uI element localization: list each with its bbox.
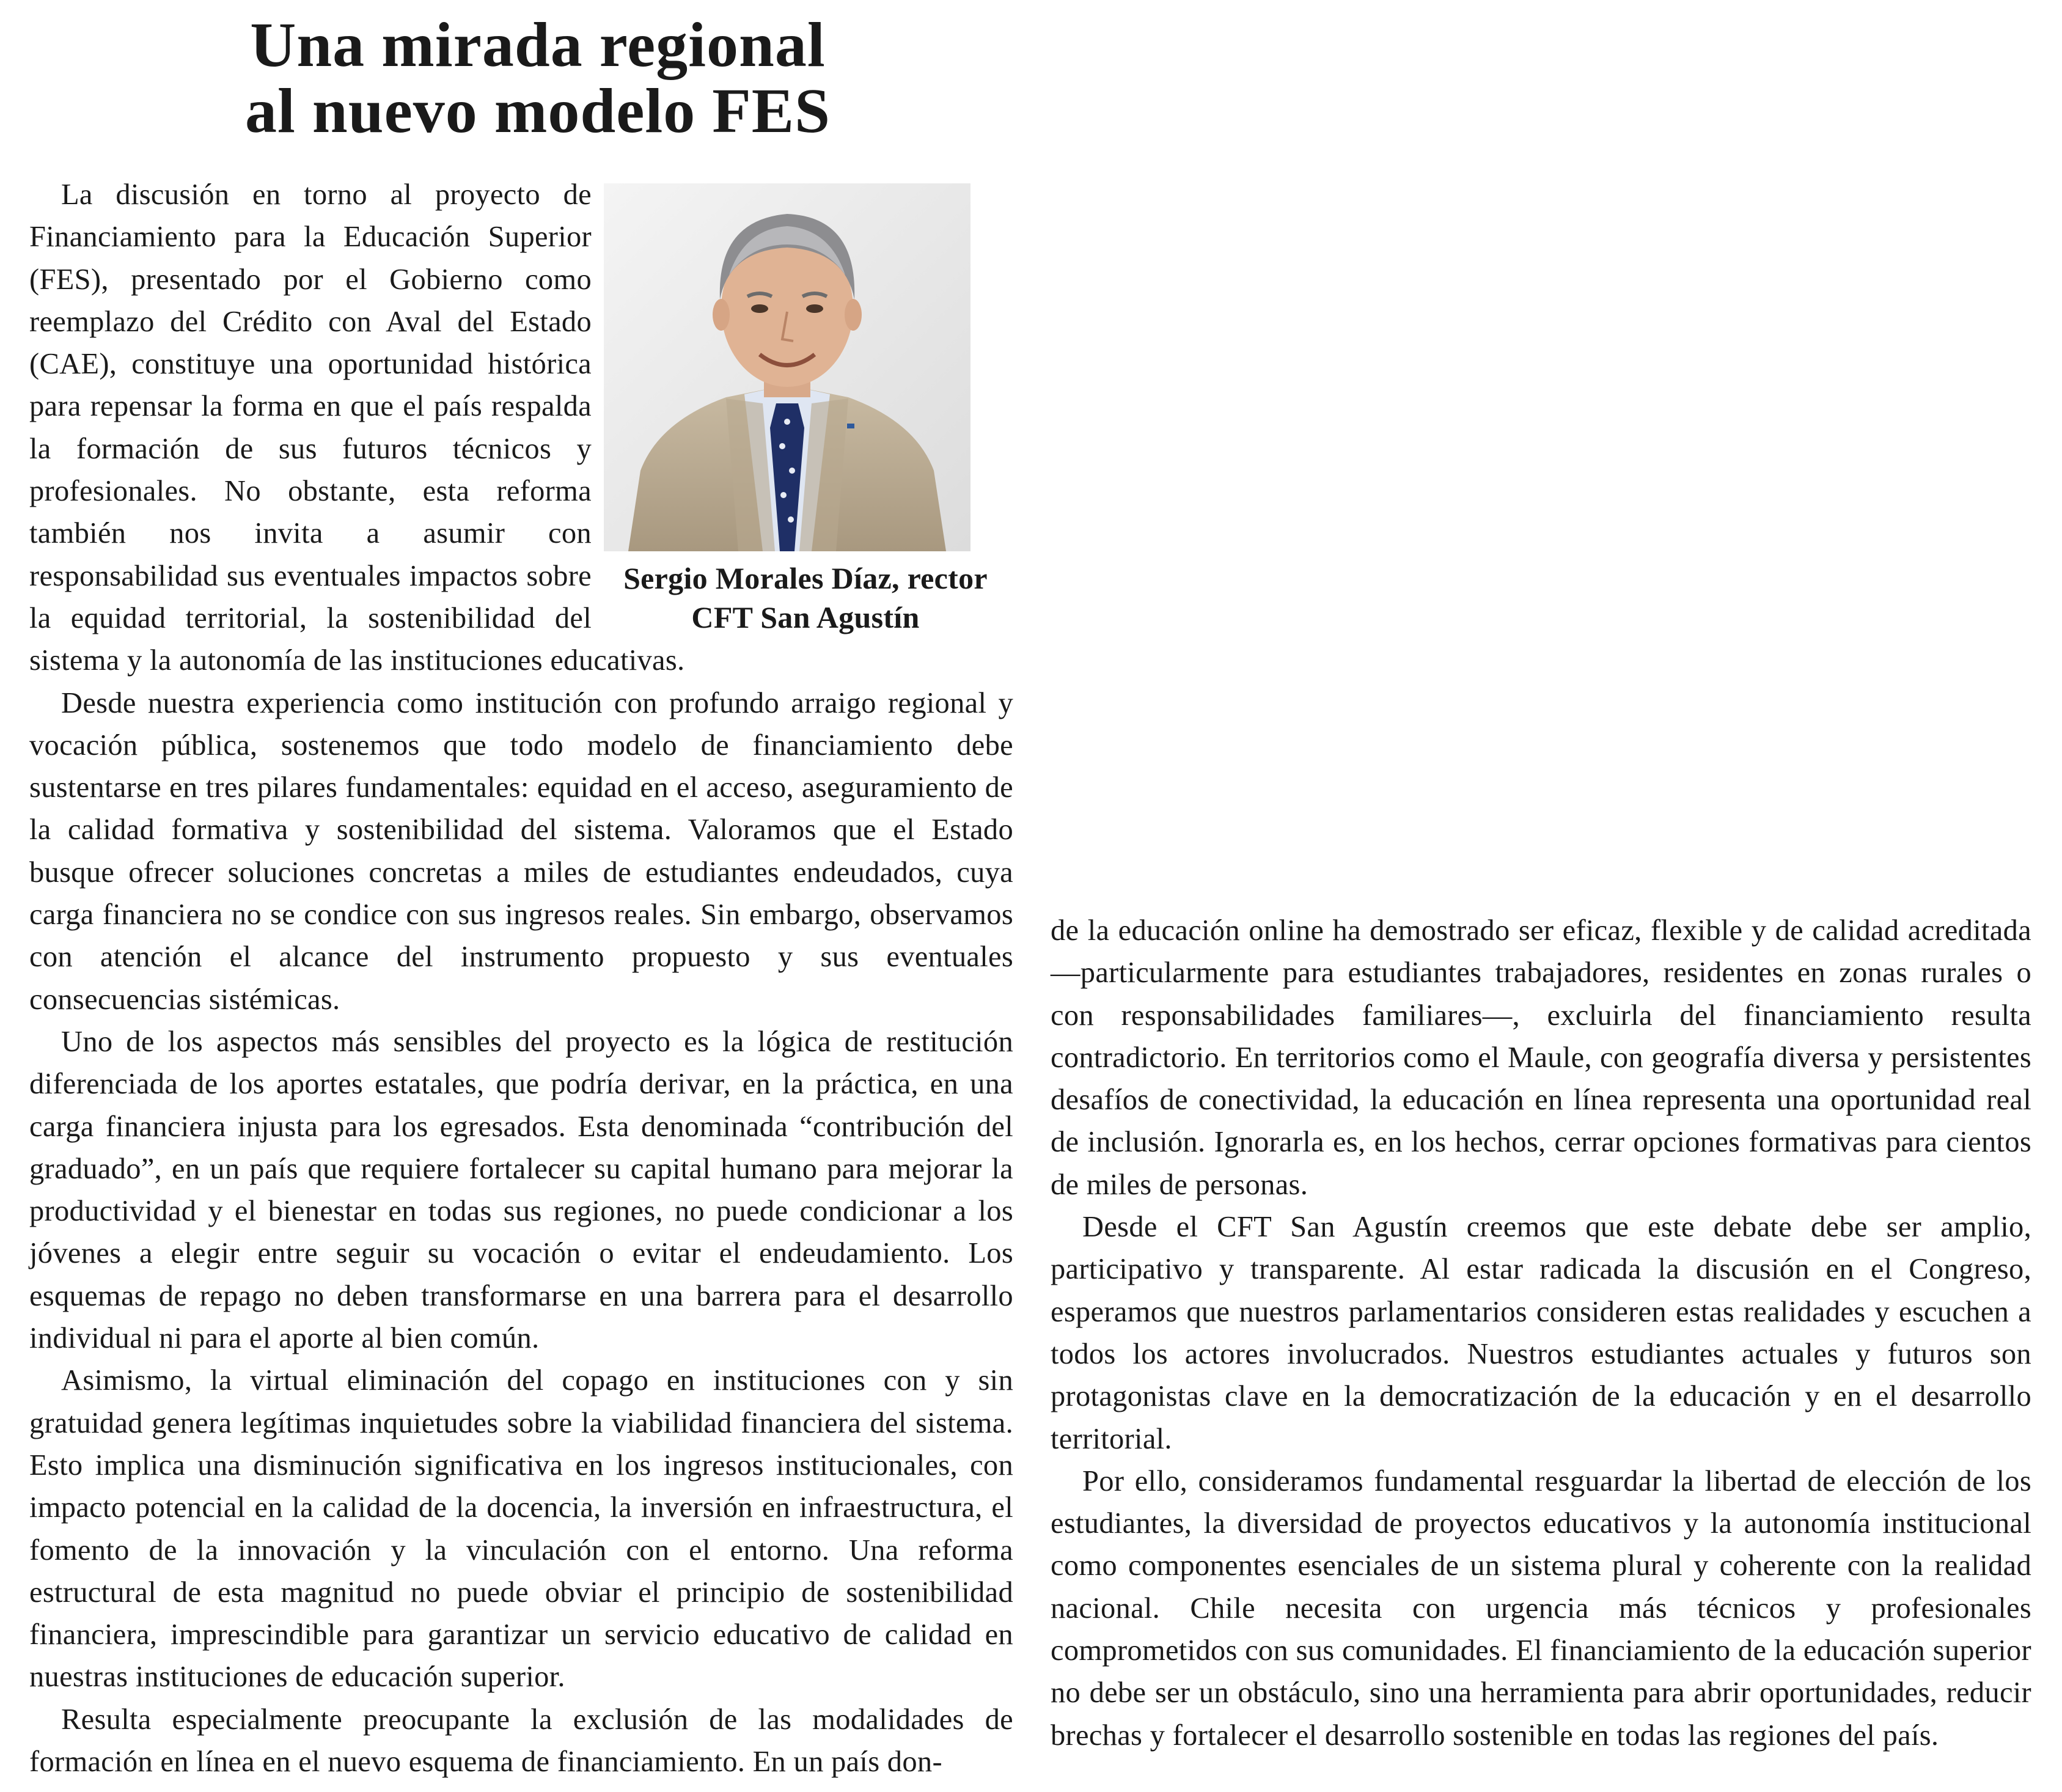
right-column (1051, 909, 2031, 1757)
left-column (29, 174, 1013, 1783)
article-headline (24, 12, 1051, 144)
paragraph-5-continued: de la educación online ha demostrado ser eficaz, flexible y de calidad acreditada —particularmente para estudiantes trabajadores, residentes en zonas rurales o con responsabilidades familiares—, excluirla del financiamiento resulta contradictorio. En territorios como el Maule, con geografía diversa y persistentes desafíos de conectividad, la educación en línea representa una oportunidad real de inclusión. Ignorarla es, en los hechos, cerrar opciones formativas para cientos de miles de personas. (1051, 914, 2031, 1201)
headline-line-1: Una mirada regional (250, 10, 826, 80)
paragraph-3: Uno de los aspectos más sensibles del proyecto es la lógica de restitución diferenciada de los aportes estatales, que podría derivar, en la práctica, en una carga financiera injusta para los egresados. Esta denominada “contribución del graduado”, en un país que requiere fortalecer su capital humano para mejorar la productividad y el bienestar en todas sus regiones, no puede condicionar a los jóvenes a elegir entre seguir su vocación o evitar el endeudamiento. Los esquemas de repago no deben transformarse en una barrera para el desarrollo individual ni para el aporte al bien común. (29, 1025, 1013, 1355)
paragraph-1: La discusión en torno al proyecto de Financiamiento para la Educación Superior (FES), presentado por el Gobierno como reemplazo del Crédito con Aval del Estado (CAE), constituye una oportunidad histórica para repensar la forma en que el país respalda la formación de sus futuros técnicos y profesionales. No obstante, esta reforma también nos invita a asumir con responsabilidad sus eventuales impactos sobre la equidad territorial, la sostenibilidad del sistema y la autonomía de las instituciones educativas. (29, 178, 685, 677)
photo-caption (598, 559, 1013, 637)
paragraph-4: Asimismo, la virtual eliminación del copago en instituciones con y sin gratuidad genera legítimas inquietudes sobre la viabilidad financiera del sistema. Esto implica una disminución significativa en los ingresos institucionales, con impacto potencial en la calidad de la docencia, la inversión en infraestructura, el fomento de la innovación y la vinculación con el entorno. Una reforma estructural de esta magnitud no puede obviar el principio de sostenibilidad financiera, imprescindible para garantizar un servicio educativo de calidad en nuestras instituciones de educación superior. (29, 1364, 1013, 1694)
author-figure (598, 174, 1013, 638)
paragraph-5: Resulta especialmente preocupante la exclusión de las modalidades de formación en línea en el nuevo esquema de financiamiento. En un país don- (29, 1703, 1013, 1778)
paragraph-7: Por ello, consideramos fundamental resguardar la libertad de elección de los estudiantes, la diversidad de proyectos educativos y la autonomía institucional como componentes esenciales de un sistema plural y coherente con la realidad nacional. Chile necesita con urgencia más técnicos y profesionales comprometidos con sus comunidades. El financiamiento de la educación superior no debe ser un obstáculo, sino una herramienta para abrir oportunidades, reducir brechas y fortalecer el desarrollo sostenible en todas las regiones del país. (1051, 1464, 2031, 1752)
paragraph-2: Desde nuestra experiencia como institución con profundo arraigo regional y vocación pública, sostenemos que todo modelo de financiamiento debe sustentarse en tres pilares fundamentales: equidad en el acceso, aseguramiento de la calidad formativa y sostenibilidad del sistema. Valoramos que el Estado busque ofrecer soluciones concretas a miles de estudiantes endeudados, cuya carga financiera no se condice con sus ingresos reales. Sin embargo, observamos con atención el alcance del instrumento propuesto y sus eventuales consecuencias sistémicas. (29, 686, 1013, 1016)
caption-institution: CFT San Agustín (691, 600, 920, 634)
headline-line-2: al nuevo modelo FES (245, 76, 831, 146)
caption-name: Sergio Morales Díaz, rector (623, 561, 988, 595)
author-photo (604, 183, 970, 551)
paragraph-6: Desde el CFT San Agustín creemos que este debate debe ser amplio, participativo y transparente. Al estar radicada la discusión en el Congreso, esperamos que nuestros parlamentarios consideren estas realidades y escuchen a todos los actores involucrados. Nuestros estudiantes actuales y futuros son protagonistas clave en la democratización de la educación y en el desarrollo territorial. (1051, 1211, 2031, 1455)
